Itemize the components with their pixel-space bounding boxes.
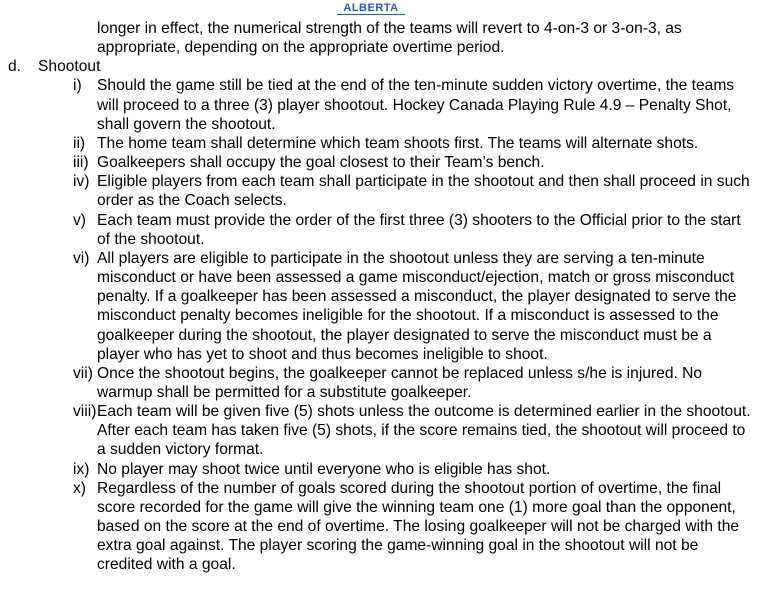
list-item	[0, 364, 757, 402]
item-text: All players are eligible to participate in the shootout unless they are serving a ten-minute misconduct or have been assessed a game misconduct/ejection, match or gross misconduct penalty. If a goalkeeper has been assessed a misconduct, the player designated to serve the misconduct penalty becomes ineligible for the shootout. If a misconduct is assessed to the goalkeeper during the shootout, the player designated to serve the misconduct must be a player who has yet to shoot and thus becomes ineligible to shoot.	[97, 249, 737, 363]
item-text: Each team must provide the order of the first three (3) shooters to the Official prior to the start of the shootout.	[97, 211, 741, 248]
intro-paragraph: longer in effect, the numerical strength of the teams will revert to 4-on-3 or 3-on-3, as appropriate, depending on the appropriate overtime period.	[97, 20, 682, 57]
list-item	[0, 460, 757, 479]
item-number: iii)	[73, 154, 89, 172]
list-item	[0, 211, 757, 249]
item-text: Once the shootout begins, the goalkeeper cannot be replaced unless s/he is injured. No warmup shall be permitted for a substitute goalkeeper.	[97, 364, 703, 401]
list-item	[0, 479, 757, 575]
item-text: Regardless of the number of goals scored during the shootout portion of overtime, the final score recorded for the game will give the winning team one (1) more goal than the opponent, based on the score at the end of overtime. The losing goalkeeper will not be charged with the extra goal against. The player scoring the game-winning goal in the shootout will not be credited with a goal.	[97, 479, 740, 574]
logo-underline	[337, 14, 405, 15]
list-item	[0, 249, 757, 364]
item-text: Each team will be given five (5) shots unless the outcome is determined earlier in the shootout. After each team has taken five (5) shots, if the score remains tied, the shootout will proceed to a sudden victory format.	[97, 403, 751, 459]
item-number: vi)	[73, 249, 90, 267]
item-text: Eligible players from each team shall participate in the shootout and then shall proceed in such order as the Coach selects.	[97, 173, 750, 210]
item-text: The home team shall determine which team shoots first. The teams will alternate shots.	[97, 134, 699, 152]
shootout-section-heading	[0, 57, 767, 76]
item-number: v)	[73, 211, 86, 229]
item-number: ii)	[73, 134, 86, 152]
list-item	[0, 76, 757, 133]
item-number: x)	[73, 479, 86, 497]
item-number: ix)	[73, 460, 90, 478]
item-text: Goalkeepers shall occupy the goal closest to their Team’s bench.	[97, 154, 545, 172]
item-text: Should the game still be tied at the end of the ten-minute sudden victory overtime, the teams will proceed to a three (3) player shootout. Hockey Canada Playing Rule 4.9 – Penalty Shot, shall govern the shootout.	[97, 77, 735, 133]
logo-text: ALBERTA	[343, 2, 399, 14]
list-item	[0, 153, 757, 172]
list-item	[0, 172, 757, 210]
item-number: vii)	[73, 364, 93, 382]
document-body	[0, 19, 767, 575]
item-number: iv)	[73, 173, 90, 191]
section-letter: d.	[8, 58, 22, 76]
item-text: No player may shoot twice until everyone who is eligible has shot.	[97, 460, 551, 478]
item-number: i)	[73, 77, 82, 95]
list-item	[0, 134, 757, 153]
alberta-logo	[333, 0, 409, 15]
section-title: Shootout	[38, 58, 101, 76]
list-item	[0, 402, 757, 459]
shootout-rules-list	[0, 76, 767, 574]
item-number: viii)	[73, 403, 97, 421]
